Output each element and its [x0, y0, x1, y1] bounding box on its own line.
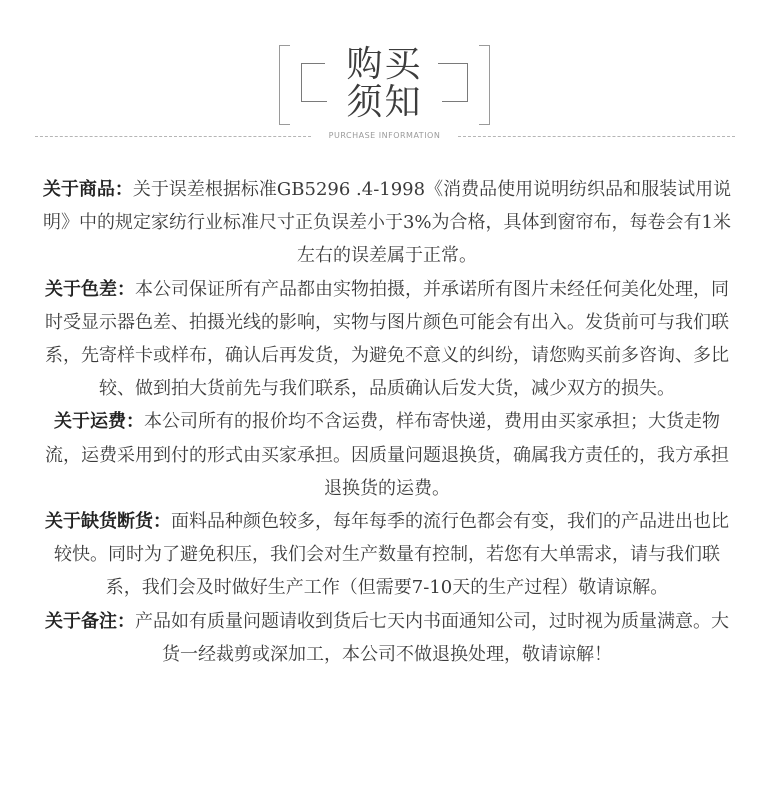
section-label: 关于备注：: [45, 610, 135, 632]
section-label: 关于商品：: [42, 179, 133, 200]
page-subtitle: PURCHASE INFORMATION: [328, 131, 441, 140]
section-text: 产品如有质量问题请收到货后七天内书面通知公司，过时视为质量满意。大货一经裁剪或深加工，本公司不做退换处理，敬请谅解！: [135, 610, 729, 665]
section-shipping: [42, 405, 732, 505]
section-remarks: [42, 605, 732, 671]
section-label: 关于运费：: [54, 411, 144, 433]
section-product: [42, 173, 732, 273]
subtitle-divider: [35, 129, 735, 143]
section-label: 关于缺货断货：: [45, 511, 171, 533]
page-title-line1: 购买: [346, 44, 423, 85]
section-text: 关于误差根据标准GB5296 .4-1998《消费品使用说明纺织品和服装试用说明》中的规定家纺行业标准尺寸正负误差小于3%为合格，具体到窗帘布，每卷会有1米左右的误差属于正常。: [42, 179, 732, 267]
notice-content: [42, 173, 732, 671]
section-out-of-stock: [42, 505, 732, 605]
section-text: 面料品种颜色较多，每年每季的流行色都会有变，我们的产品进出也比较快。同时为了避免积压，我们会对生产数量有控制，若您有大单需求，请与我们联系，我们会及时做好生产工作（但需要7-10天的生产过程）敬请谅解。: [54, 511, 729, 599]
section-color-difference: [42, 273, 732, 406]
dashed-divider-left: [35, 136, 311, 137]
page-title-line2: 须知: [346, 82, 423, 123]
section-label: 关于色差：: [45, 278, 135, 300]
dashed-divider-right: [458, 136, 735, 137]
section-text: 本公司所有的报价均不含运费，样布寄快递，费用由买家承担；大货走物流，运费采用到付的形式由买家承担。因质量问题退换货，确属我方责任的，我方承担退换货的运费。: [45, 411, 729, 499]
purchase-info-header: [0, 0, 773, 150]
section-text: 本公司保证所有产品都由实物拍摄，并承诺所有图片未经任何美化处理，同时受显示器色差、拍摄光线的影响，实物与图片颜色可能会有出入。发货前可与我们联系，先寄样卡或样布，确认后再发货，为避免不意义的纠纷，请您购买前多咨询、多比较、做到拍大货前先与我们联系，品质确认后发大货，减少双方的损失。: [45, 278, 729, 400]
